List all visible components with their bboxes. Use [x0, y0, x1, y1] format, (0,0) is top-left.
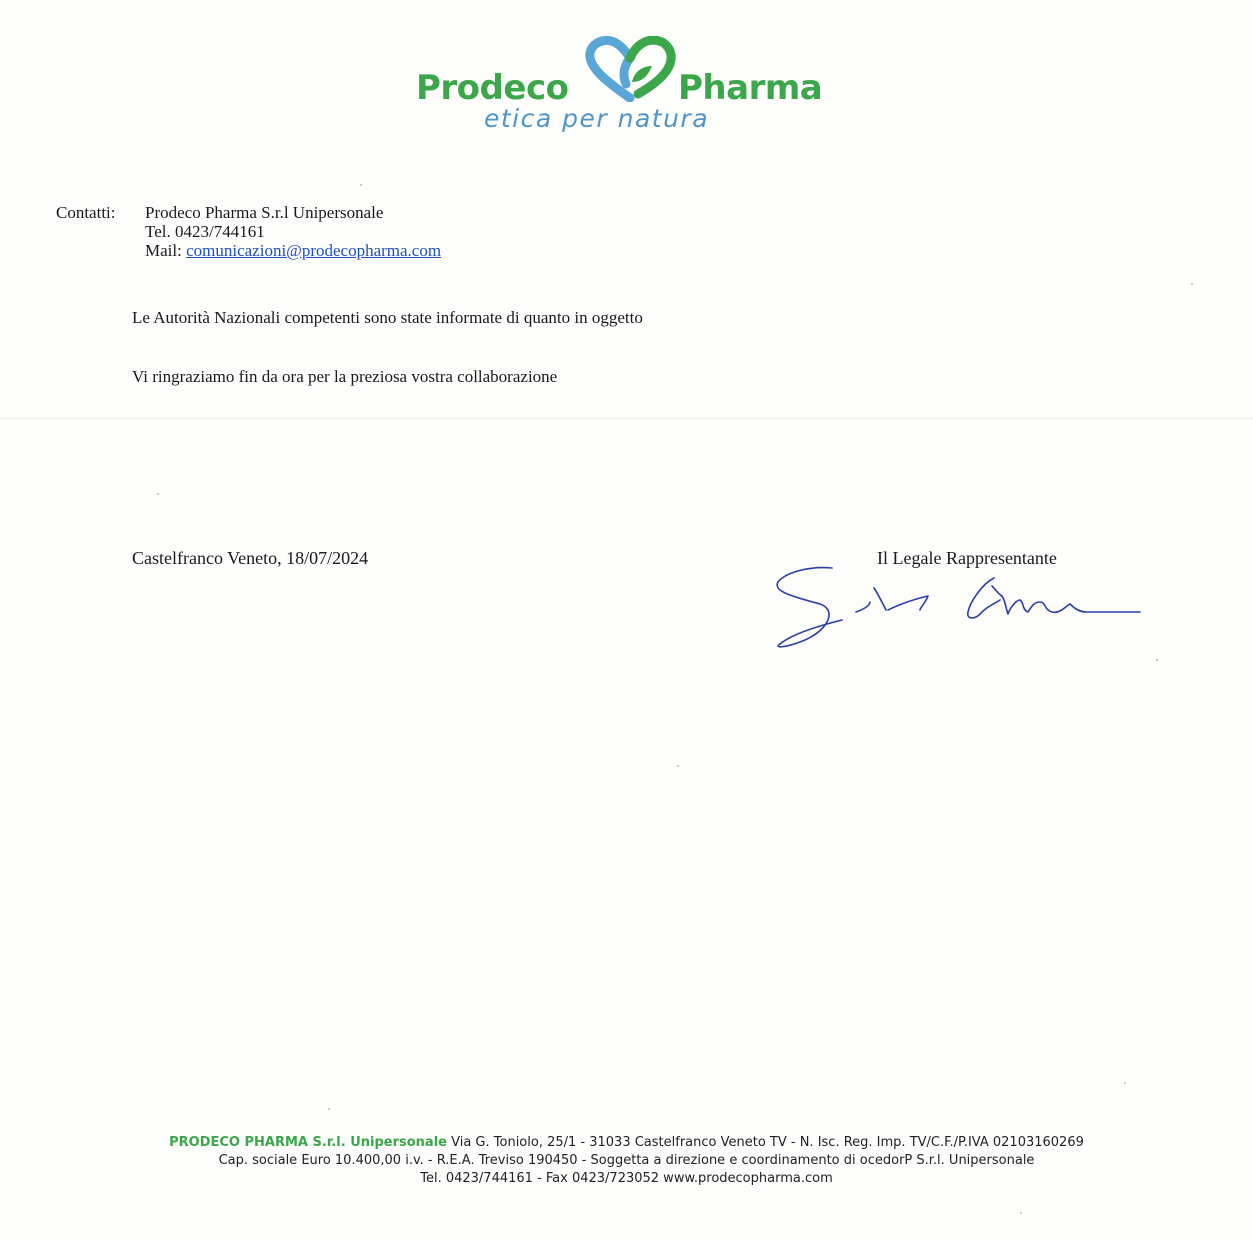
paragraph-thanks: Vi ringraziamo fin da ora per la preziosa vostra collaborazione [132, 367, 558, 386]
handwritten-signature [770, 560, 1150, 655]
footer-line-2: Cap. sociale Euro 10.400,00 i.v. - R.E.A. Treviso 190450 - Soggetta a direzione e coordinamento di ocedorP S.r.l. Unipersonale [218, 1153, 1035, 1168]
logo-word-left: Prodeco [416, 68, 569, 108]
email-link[interactable]: comunicazioni@prodecopharma.com [186, 241, 442, 260]
scan-speck [1156, 659, 1158, 661]
place-date: Castelfranco Veneto, 18/07/2024 [132, 548, 369, 568]
logo-tagline: etica per natura [484, 104, 710, 133]
scan-speck [157, 493, 159, 495]
company-logo [410, 36, 840, 136]
footer-line-1 [0, 1134, 1253, 1152]
footer-brand: PRODECO PHARMA S.r.l. Unipersonale [169, 1135, 447, 1150]
phone-number: Tel. 0423/744161 [145, 222, 265, 241]
contacts-label: Contatti: [56, 203, 116, 222]
scan-speck [328, 1108, 330, 1110]
scan-speck [1020, 1212, 1022, 1214]
scan-speck [1124, 1082, 1126, 1084]
scan-fold-line [0, 418, 1253, 419]
logo-word-right: Pharma [678, 68, 823, 108]
heart-leaf-icon [582, 36, 678, 102]
paragraph-authorities: Le Autorità Nazionali competenti sono state informate di quanto in oggetto [132, 308, 643, 327]
scan-speck [360, 184, 362, 186]
scan-speck [677, 765, 679, 767]
company-name: Prodeco Pharma S.r.l Unipersonale [145, 203, 384, 222]
letterhead-footer [0, 1134, 1253, 1188]
signatory-title: Il Legale Rappresentante [877, 548, 1057, 568]
mail-line [145, 241, 441, 260]
mail-label: Mail: [145, 241, 182, 260]
footer-address: Via G. Toniolo, 25/1 - 31033 Castelfranco Veneto TV - N. Isc. Reg. Imp. TV/C.F./P.IVA 02103160269 [446, 1135, 1084, 1150]
footer-line-3: Tel. 0423/744161 - Fax 0423/723052 www.prodecopharma.com [420, 1171, 833, 1186]
scan-speck [1191, 283, 1193, 285]
